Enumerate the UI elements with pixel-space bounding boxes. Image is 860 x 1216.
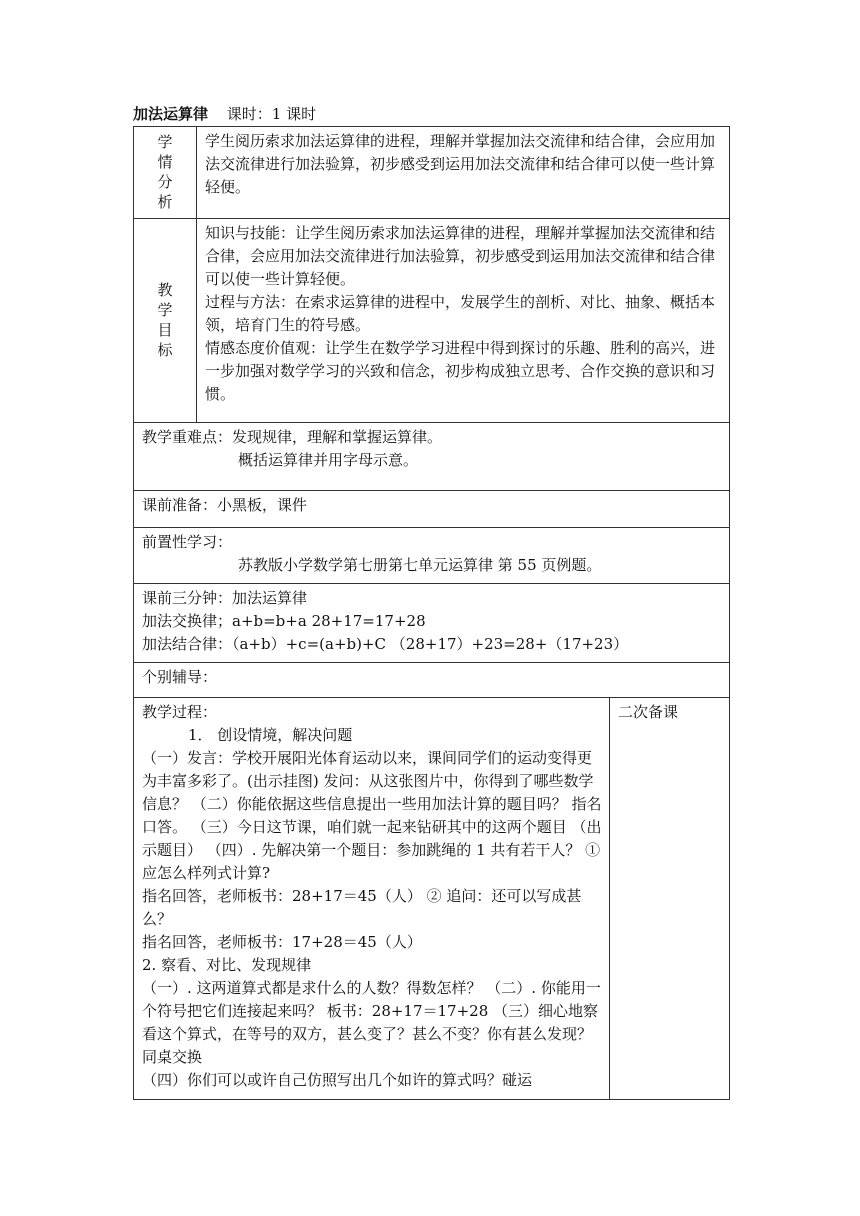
step1-body: （一）发言：学校开展阳光体育运动以来，课间同学们的运动变得更为丰富多彩了。(出示挂图) 发问：从这张图片中，你得到了哪些数学信息？ （二）你能依据这些信息提出一些用加法计算的题目吗？ 指名口答。 （三）今日这节课，咱们就一起来钻研其中的这两个题目 （出示题目） （四）. 先解决第一个题目：参加跳绳的 1 共有若干人？ ① 应怎么样列式计算? [142,749,602,882]
lesson-plan-table [133,126,730,1100]
goals-label-cell [134,219,197,423]
lesson-title: 加法运算律 [133,105,209,123]
goals-label: 教学目标 [157,280,173,359]
tutoring-row [134,663,730,698]
warmup-associative: 加法结合律：（a+b）+c=(a+b)+C （28+17）+23=28+（17+23） [142,635,629,653]
tutoring-content [134,663,730,698]
step2-more: （四）你们可以或许自己仿照写出几个如许的算式吗？碰运 [142,1071,533,1089]
process-label: 教学过程： [142,703,218,721]
keypoints-content [134,423,730,491]
side-notes-cell [610,698,730,1100]
process-row [134,698,730,1100]
lesson-period: 课时：1 课时 [226,105,317,123]
goals-content [197,219,730,423]
prep-row [134,491,730,528]
preview-text: 苏教版小学数学第七册第七单元运算律 第 55 页例题。 [238,556,602,574]
warmup-content [134,584,730,663]
prep-content [134,491,730,528]
analysis-label-cell [134,127,197,219]
goal-process: 过程与方法：在索求运算律的进程中，发展学生的剖析、对比、抽象、概括本领，培育门生的符号感。 [205,293,716,334]
preview-label: 前置性学习： [142,533,233,551]
side-notes-label: 二次备课 [618,703,679,721]
step1-title: 1． 创设情境，解决问题 [188,726,353,744]
step1-answer2: 指名回答，老师板书：17+28＝45（人） [142,933,422,951]
analysis-content [197,127,730,219]
tutoring-label: 个别辅导： [142,668,218,686]
analysis-label: 学情分析 [157,132,173,211]
keypoints-line2: 概括运算律并用字母示意。 [238,451,419,469]
analysis-text: 学生阅历索求加法运算律的进程，理解并掌握加法交流律和结合律，会应用加法交流律进行加法验算，初步感受到运用加法交流律和结合律可以使一些计算轻便。 [205,132,716,196]
warmup-commutative: 加法交换律；a+b=b+a 28+17=17+28 [142,612,426,630]
warmup-row [134,584,730,663]
warmup-title: 课前三分钟：加法运算律 [142,589,308,607]
step2-title: 2. 察看、对比、发现规律 [142,956,312,974]
step1-answer1: 指名回答，老师板书：28+17＝45（人） ② 追问：还可以写成甚么？ [142,887,582,928]
goals-row [134,219,730,423]
page-title [133,104,316,124]
step2-body: （一）. 这两道算式都是求什么的人数？得数怎样？ （二）. 你能用一个符号把它们连接起来吗？ 板书：28+17＝17+28 （三）细心地察看这个算式，在等号的双方，甚么变了？甚么不变？你有甚么发现？ 同桌交换 [142,979,601,1066]
goal-knowledge: 知识与技能：让学生阅历索求加法运算律的进程，理解并掌握加法交流律和结合律，会应用加法交流律进行加法验算，初步感受到运用加法交流律和结合律可以使一些计算轻便。 [205,224,716,288]
preview-content [134,528,730,584]
prep-text: 课前准备：小黑板，课件 [142,496,308,514]
process-content [134,698,610,1100]
analysis-row [134,127,730,219]
keypoints-line1: 教学重难点：发现规律，理解和掌握运算律。 [142,428,443,446]
goal-emotion: 情感态度价值观：让学生在数学学习进程中得到探讨的乐趣、胜利的高兴，进一步加强对数学学习的兴致和信念，初步构成独立思考、合作交换的意识和习惯。 [205,339,716,403]
preview-row [134,528,730,584]
keypoints-row [134,423,730,491]
